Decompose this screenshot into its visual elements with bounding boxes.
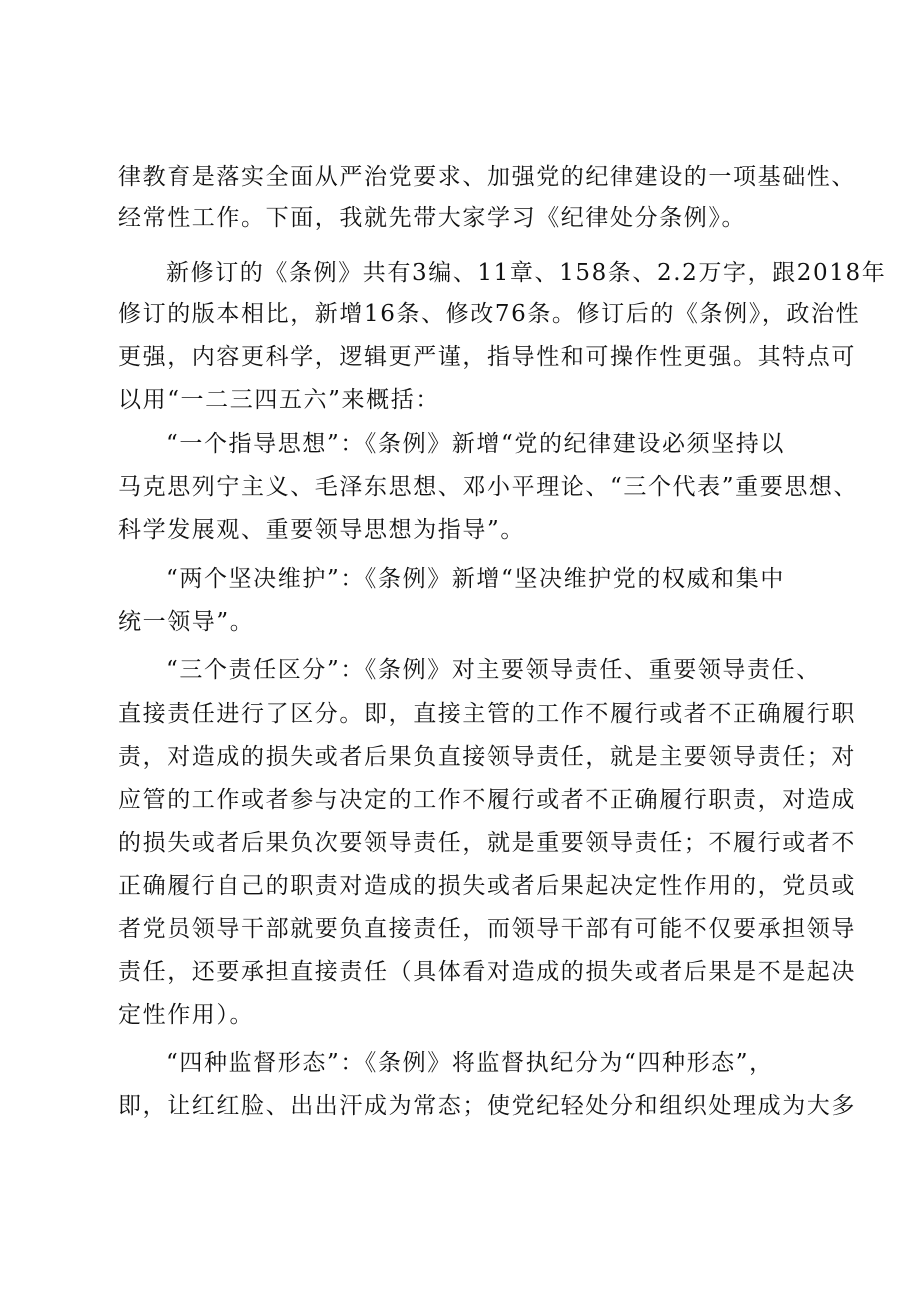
text-line: 正确履行自己的职责对造成的损失或者后果起决定性作用的，党员或 bbox=[118, 873, 856, 899]
text-line: 马克思列宁主义、毛泽东思想、邓小平理论、“三个代表”重要思想、 bbox=[118, 474, 859, 500]
text-line: 科学发展观、重要领导思想为指导”。 bbox=[118, 517, 525, 543]
paragraph-start: “一个指导思想”：《条例》新增“党的纪律建设必须坚持以 bbox=[166, 431, 785, 457]
text-line: 责，对造成的损失或者后果负直接领导责任，就是主要领导责任；对 bbox=[118, 744, 856, 770]
paragraph-start: “三个责任区分”：《条例》对主要领导责任、重要领导责任、 bbox=[166, 657, 821, 683]
paragraph-start: 新修订的《条例》共有3编、11章、158条、2.2万字，跟2018年 bbox=[166, 260, 887, 286]
text-line: 应管的工作或者参与决定的工作不履行或者不正确履行职责，对造成 bbox=[118, 787, 856, 813]
text-line: 经常性工作。下面，我就先带大家学习《纪律处分条例》。 bbox=[118, 205, 747, 231]
text-line: 修订的版本相比，新增16条、修改76条。修订后的《条例》，政治性 bbox=[118, 301, 861, 327]
text-line: 定性作用）。 bbox=[118, 1002, 255, 1028]
text-line: 直接责任进行了区分。即，直接主管的工作不履行或者不正确履行职 bbox=[118, 701, 856, 727]
text-line: 统一领导”。 bbox=[118, 609, 255, 635]
text-line: 者党员领导干部就要负直接责任，而领导干部有可能不仅要承担领导 bbox=[118, 916, 856, 942]
text-line: 更强，内容更科学，逻辑更严谨，指导性和可操作性更强。其特点可 bbox=[118, 344, 856, 370]
paragraph-start: “四种监督形态”：《条例》将监督执纪分为“四种形态”， bbox=[166, 1050, 774, 1076]
text-line: 以用“一二三四五六”来概括： bbox=[118, 387, 440, 413]
text-line: 律教育是落实全面从严治党要求、加强党的纪律建设的一项基础性、 bbox=[118, 164, 856, 190]
paragraph-start: “两个坚决维护”：《条例》新增“坚决维护党的权威和集中 bbox=[166, 566, 785, 592]
text-line: 的损失或者后果负次要领导责任，就是重要领导责任；不履行或者不 bbox=[118, 830, 856, 856]
text-line: 即，让红红脸、出出汗成为常态；使党纪轻处分和组织处理成为大多 bbox=[118, 1093, 856, 1119]
text-line: 责任，还要承担直接责任（具体看对造成的损失或者后果是不是起决 bbox=[118, 959, 856, 985]
